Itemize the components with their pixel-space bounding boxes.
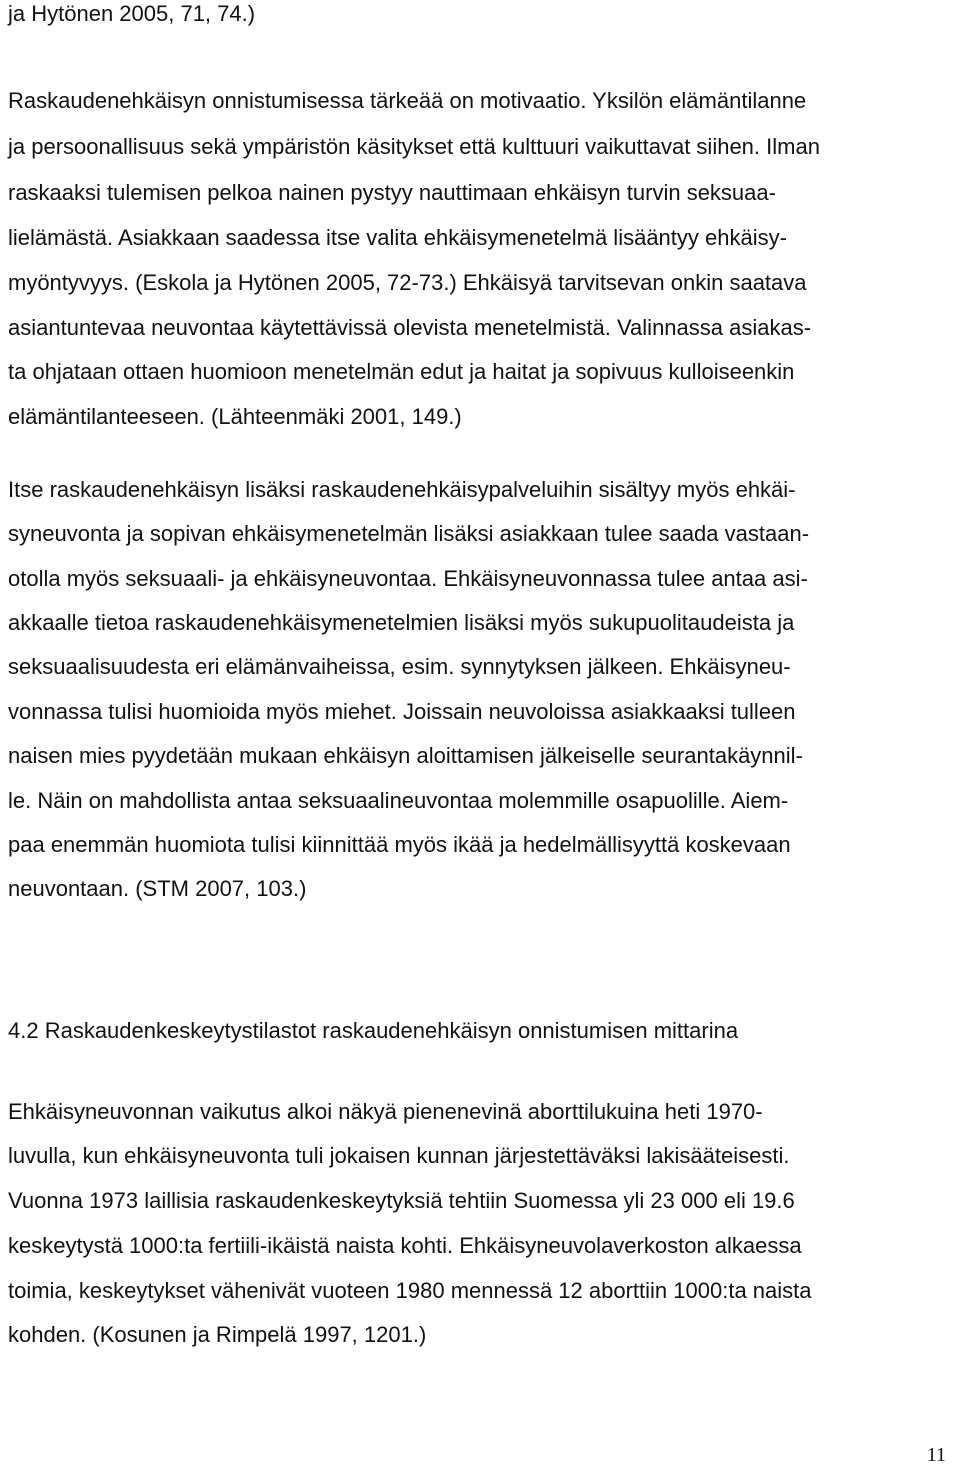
text-line: seksuaalisuudesta eri elämänvaiheissa, esim. synnytyksen jälkeen. Ehkäisyneu- — [8, 654, 791, 679]
text-line: ta ohjataan ottaen huomioon menetelmän edut ja haitat ja sopivuus kulloiseenkin — [8, 359, 795, 384]
text-line: naisen mies pyydetään mukaan ehkäisyn aloittamisen jälkeiselle seurantakäynnil- — [8, 743, 803, 768]
text-line: raskaaksi tulemisen pelkoa nainen pystyy nauttimaan ehkäisyn turvin seksuaa- — [8, 180, 776, 205]
text-line: myöntyvyys. (Eskola ja Hytönen 2005, 72-73.) Ehkäisyä tarvitsevan onkin saatava — [8, 270, 807, 295]
text-line: syneuvonta ja sopivan ehkäisymenetelmän lisäksi asiakkaan tulee saada vastaan- — [8, 521, 810, 546]
text-line: le. Näin on mahdollista antaa seksuaalineuvontaa molemmille osapuolille. Aiem- — [8, 788, 789, 813]
text-line: neuvontaan. (STM 2007, 103.) — [8, 876, 307, 901]
page-number: 11 — [926, 1444, 946, 1466]
top-fragment: ja Hytönen 2005, 71, 74.) — [8, 1, 256, 26]
text-line: asiantuntevaa neuvontaa käytettävissä olevista menetelmistä. Valinnassa asiakas- — [8, 315, 812, 340]
text-line: Ehkäisyneuvonnan vaikutus alkoi näkyä pienenevinä aborttilukuina heti 1970- — [8, 1099, 763, 1124]
text-line: elämäntilanteeseen. (Lähteenmäki 2001, 149.) — [8, 404, 462, 429]
text-line: Itse raskaudenehkäisyn lisäksi raskaudenehkäisypalveluihin sisältyy myös ehkäi- — [8, 477, 796, 502]
text-line: akkaalle tietoa raskaudenehkäisymenetelmien lisäksi myös sukupuolitaudeista ja — [8, 610, 795, 635]
text-line: toimia, keskeytykset vähenivät vuoteen 1980 mennessä 12 aborttiin 1000:ta naista — [8, 1278, 812, 1303]
text-line: keskeytystä 1000:ta fertiili-ikäistä naista kohti. Ehkäisyneuvolaverkoston alkaessa — [8, 1233, 802, 1258]
text-line: luvulla, kun ehkäisyneuvonta tuli jokaisen kunnan järjestettäväksi lakisääteisesti. — [8, 1143, 790, 1168]
text-line: vonnassa tulisi huomioida myös miehet. Joissain neuvoloissa asiakkaaksi tulleen — [8, 699, 796, 724]
text-line: paa enemmän huomiota tulisi kiinnittää myös ikää ja hedelmällisyyttä koskevaan — [8, 832, 791, 857]
text-line: otolla myös seksuaali- ja ehkäisyneuvontaa. Ehkäisyneuvonnassa tulee antaa asi- — [8, 566, 808, 591]
text-line: Vuonna 1973 laillisia raskaudenkeskeytyksiä tehtiin Suomessa yli 23 000 eli 19.6 — [8, 1188, 795, 1213]
text-line: lielämästä. Asiakkaan saadessa itse valita ehkäisymenetelmä lisääntyy ehkäisy- — [8, 225, 787, 250]
text-line: Raskaudenehkäisyn onnistumisessa tärkeää on motivaatio. Yksilön elämäntilanne — [8, 88, 807, 113]
text-line: kohden. (Kosunen ja Rimpelä 1997, 1201.) — [8, 1322, 427, 1347]
text-line: ja persoonallisuus sekä ympäristön käsitykset että kulttuuri vaikuttavat siihen. Ilman — [8, 134, 820, 159]
section-heading: 4.2 Raskaudenkeskeytystilastot raskaudenehkäisyn onnistumisen mittarina — [8, 1018, 739, 1043]
